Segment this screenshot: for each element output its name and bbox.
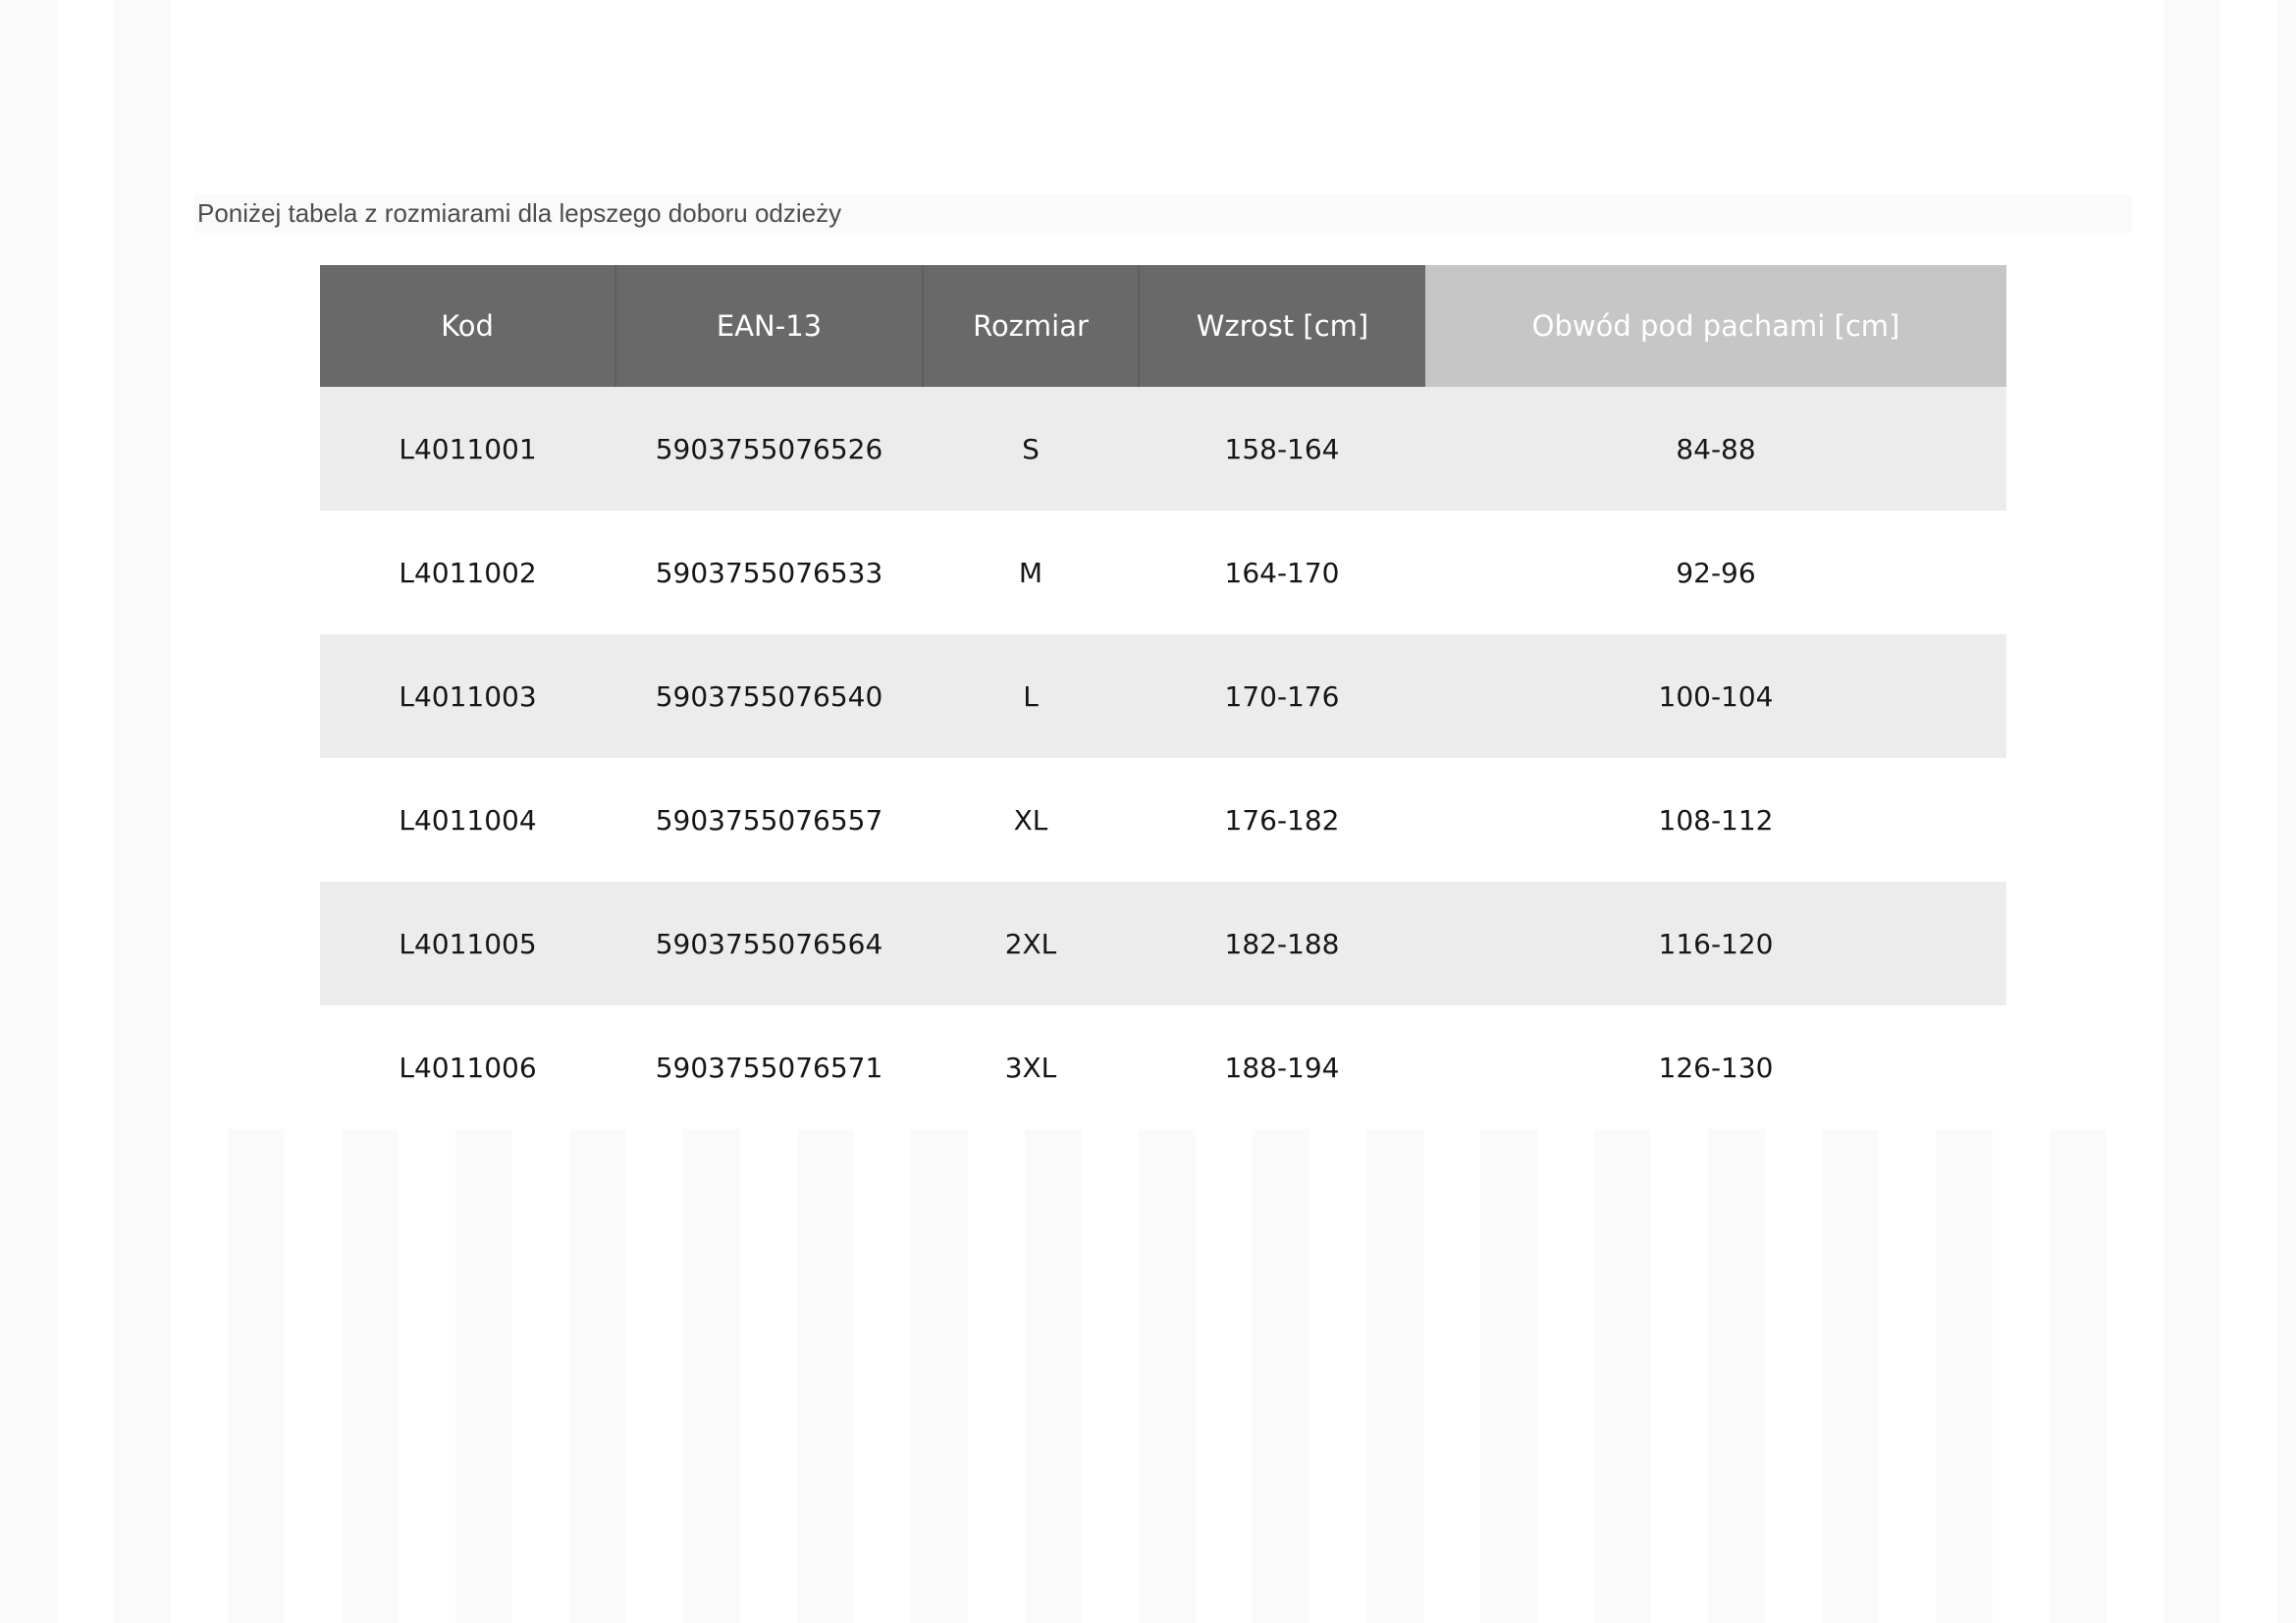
cell-wzrost: 164-170 [1224,556,1340,589]
cell-obwod: 84-88 [1676,432,1756,465]
table-row [320,387,2006,511]
cell-ean13: 5903755076564 [655,927,883,960]
table-row [320,1005,2006,1129]
cell-ean13: 5903755076533 [655,556,883,589]
cell-ean13: 5903755076540 [655,679,883,713]
cell-rozmiar: 3XL [1004,1051,1057,1084]
cell-rozmiar: M [1018,556,1043,589]
table-row [320,511,2006,634]
intro-band [194,194,2132,233]
column-header-ean13: EAN-13 [615,265,923,387]
cell-obwod: 92-96 [1676,556,1756,589]
cell-kod: L4011003 [399,679,537,713]
table-row [320,634,2006,758]
table-row [320,882,2006,1005]
column-header-rozmiar: Rozmiar [923,265,1139,387]
table-row [320,758,2006,882]
cell-kod: L4011002 [399,556,537,589]
cell-obwod: 100-104 [1658,679,1774,713]
cell-obwod: 116-120 [1658,927,1774,960]
cell-rozmiar: S [1022,432,1040,465]
cell-wzrost: 188-194 [1224,1051,1340,1084]
column-header-wzrost: Wzrost [cm] [1139,265,1425,387]
cell-rozmiar: L [1023,679,1039,713]
column-header-obwod: Obwód pod pachami [cm] [1425,265,2006,387]
column-header-kod: Kod [320,265,615,387]
size-table [320,265,2006,1129]
cell-rozmiar: XL [1013,803,1048,837]
cell-obwod: 126-130 [1658,1051,1774,1084]
cell-wzrost: 182-188 [1224,927,1340,960]
cell-kod: L4011006 [399,1051,537,1084]
cell-wzrost: 170-176 [1224,679,1340,713]
cell-ean13: 5903755076557 [655,803,883,837]
cell-kod: L4011004 [399,803,537,837]
cell-ean13: 5903755076526 [655,432,883,465]
cell-ean13: 5903755076571 [655,1051,883,1084]
cell-wzrost: 176-182 [1224,803,1340,837]
table-header-row [320,265,2006,387]
cell-wzrost: 158-164 [1224,432,1340,465]
cell-kod: L4011005 [399,927,537,960]
cell-kod: L4011001 [399,432,537,465]
intro-text: Poniżej tabela z rozmiarami dla lepszego doboru odzieży [197,198,842,228]
cell-obwod: 108-112 [1658,803,1774,837]
cell-rozmiar: 2XL [1004,927,1057,960]
